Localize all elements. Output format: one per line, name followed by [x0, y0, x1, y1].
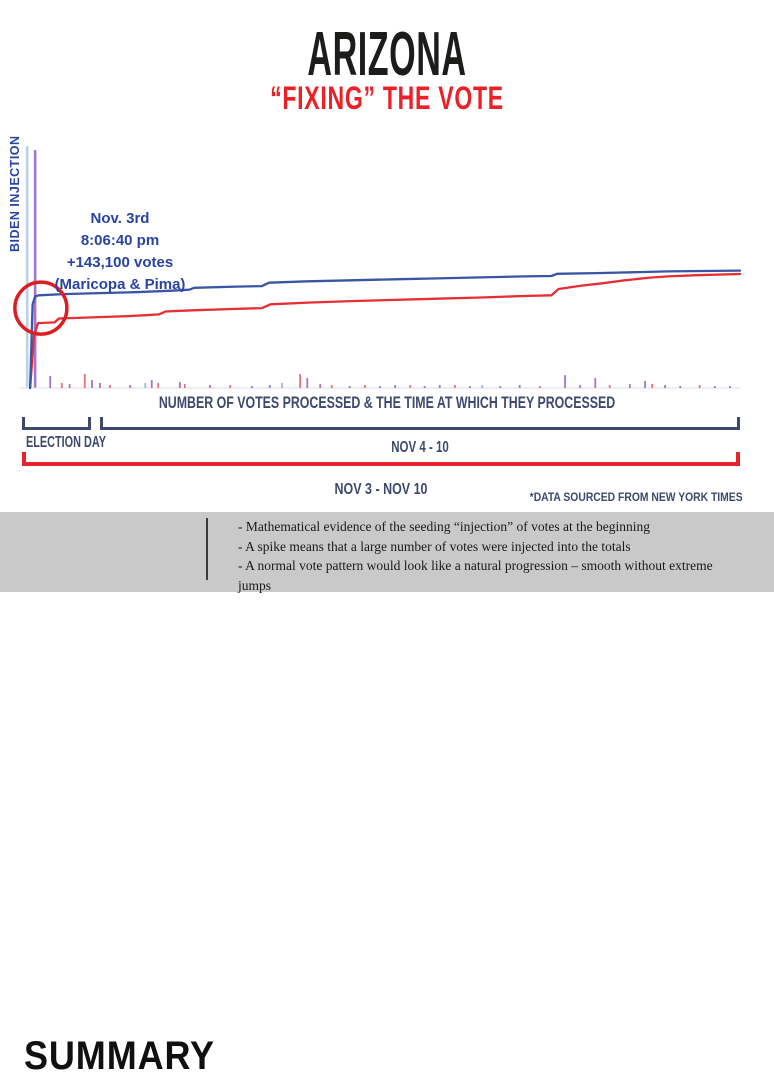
- nov3-10-label: NOV 3 - NOV 10: [334, 481, 428, 498]
- injection-annotation: [20, 208, 220, 296]
- summary-divider: [206, 518, 208, 580]
- summary-section: [0, 512, 774, 1078]
- summary-bullets: [238, 517, 730, 595]
- y-axis-label: BIDEN INJECTION: [8, 135, 22, 252]
- annotation-line-time: 8:06:40 pm: [80, 232, 160, 249]
- summary-bullet: - Mathematical evidence of the seeding “injection” of votes at the beginning: [238, 519, 650, 534]
- summary-bullet: - A spike means that a large number of votes were injected into the totals: [238, 538, 631, 554]
- election-day-bracket: [22, 417, 91, 430]
- annotation-line-counties: (Maricopa & Pima): [54, 276, 186, 293]
- nov4-10-bracket: [100, 417, 740, 430]
- annotation-line-votes: +143,100 votes: [66, 254, 174, 271]
- summary-bullet: - A normal vote pattern would look like a natural progression – smooth without extreme jumps: [238, 558, 713, 593]
- nov4-10-label: NOV 4 - 10: [391, 439, 449, 456]
- election-day-label: ELECTION DAY: [26, 434, 107, 451]
- summary-heading: SUMMARY: [24, 1034, 215, 1078]
- data-source-note: *DATA SOURCED FROM NEW YORK TIMES: [530, 492, 743, 504]
- x-axis-label: NUMBER OF VOTES PROCESSED & THE TIME AT WHICH THEY PROCESSED: [158, 394, 616, 412]
- page-title: ARIZONA: [307, 20, 467, 89]
- annotation-line-date: Nov. 3rd: [90, 210, 150, 227]
- page-subtitle: “FIXING” THE VOTE: [270, 80, 504, 116]
